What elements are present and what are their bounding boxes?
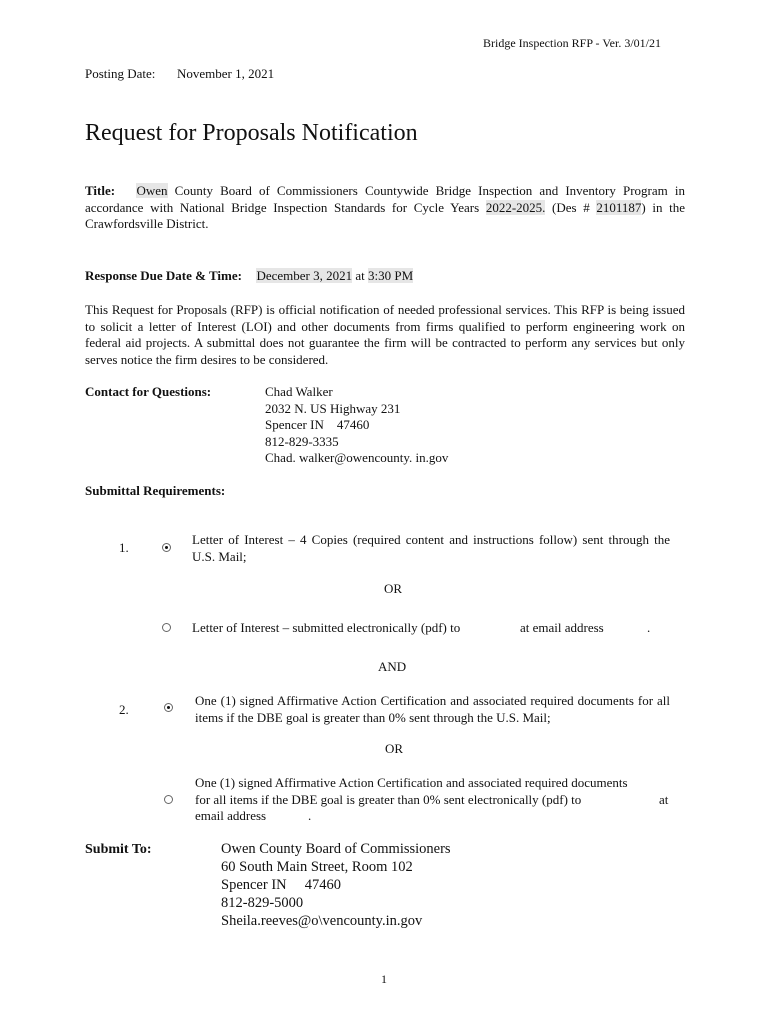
title-text-3: ) in the Crawfordsville District. <box>85 199 685 231</box>
title-label: Title: <box>85 183 116 198</box>
item-2-option-b-line-1: One (1) signed Affirmative Action Certification and associated required documents <box>195 775 628 790</box>
submit-to-city: Spencer IN 47460 <box>221 877 342 893</box>
item-2-option-b-end: . <box>308 808 312 823</box>
running-header: Bridge Inspection RFP - Ver. 3/01/21 <box>483 36 661 50</box>
or-separator-2: OR <box>385 741 404 756</box>
item-2-option-a-radio[interactable] <box>164 703 173 712</box>
response-due-at: at <box>352 268 369 283</box>
contact-block <box>265 384 448 467</box>
page-number: 1 <box>381 972 387 986</box>
response-due-time: 3:30 PM <box>368 268 414 283</box>
intro-paragraph: This Request for Proposals (RFP) is official notification of needed professional services. This RFP is being issued to solicit a letter of Interest (LOI) and other documents from firms qualified to perform engineering work on federal aid projects. A submittal does not guarantee the firm will be contracted to perform any services but only serves notice the firm desires to be considered. <box>85 302 685 367</box>
contact-city: Spencer IN 47460 <box>265 417 370 432</box>
title-text-1: County Board of Commissioners Countywide Bridge Inspection and Inventory Program in accordance with National Bridge Inspection Standards for Cycle Years <box>85 183 685 215</box>
response-due-label: Response Due Date & Time: <box>85 268 242 283</box>
title-text-2: (Des # <box>545 199 597 215</box>
contact-label: Contact for Questions: <box>85 384 212 399</box>
submit-to-street: 60 South Main Street, Room 102 <box>221 859 413 875</box>
item-1-option-b-radio[interactable] <box>162 623 171 632</box>
posting-date-value: November 1, 2021 <box>177 66 275 81</box>
item-2-option-b-radio[interactable] <box>164 795 173 804</box>
submit-to-label: Submit To: <box>85 842 152 857</box>
item-2-number: 2. <box>119 702 129 717</box>
item-2-option-a-text: One (1) signed Affirmative Action Certification and associated required documents for all items if the DBE goal is greater than 0% sent through the U.S. Mail; <box>195 693 670 725</box>
item-2-option-b-line-3: email address <box>195 808 267 823</box>
item-1-option-a-text: Letter of Interest – 4 Copies (required content and instructions follow) sent through the U.S. Mail; <box>192 532 670 564</box>
item-1-option-b-text: Letter of Interest – submitted electronically (pdf) to <box>192 620 461 635</box>
submit-to-phone: 812-829-5000 <box>221 895 304 911</box>
item-1-number: 1. <box>119 540 129 555</box>
submit-to-block <box>221 841 451 931</box>
item-1-option-b-end: . <box>647 620 651 635</box>
posting-date-label: Posting Date: <box>85 66 156 81</box>
title-paragraph <box>85 183 685 233</box>
contact-street: 2032 N. US Highway 231 <box>265 400 401 416</box>
response-due <box>85 268 413 284</box>
title-des-number: 2101187 <box>596 199 642 215</box>
item-1-option-b-tail: at email address <box>520 620 604 635</box>
submittal-label: Submittal Requirements: <box>85 483 226 498</box>
or-separator-1: OR <box>384 581 403 596</box>
response-due-date: December 3, 2021 <box>256 268 353 283</box>
submit-to-email: Sheila.reeves@o\vencounty.in.gov <box>221 913 423 929</box>
contact-name: Chad Walker <box>265 384 333 399</box>
item-1-option-a-radio[interactable] <box>162 543 171 552</box>
and-separator: AND <box>378 659 407 674</box>
contact-email: Chad. walker@owencounty. in.gov <box>265 450 449 465</box>
title-years: 2022-2025. <box>485 199 546 215</box>
page-title: Request for Proposals Notification <box>85 120 418 146</box>
title-county: Owen <box>136 183 168 198</box>
item-2-option-b-line-2: for all items if the DBE goal is greater than 0% sent electronically (pdf) to <box>195 792 582 807</box>
submit-to-name: Owen County Board of Commissioners <box>221 841 451 857</box>
item-2-option-b-at: at <box>659 792 669 807</box>
contact-phone: 812-829-3335 <box>265 433 339 449</box>
